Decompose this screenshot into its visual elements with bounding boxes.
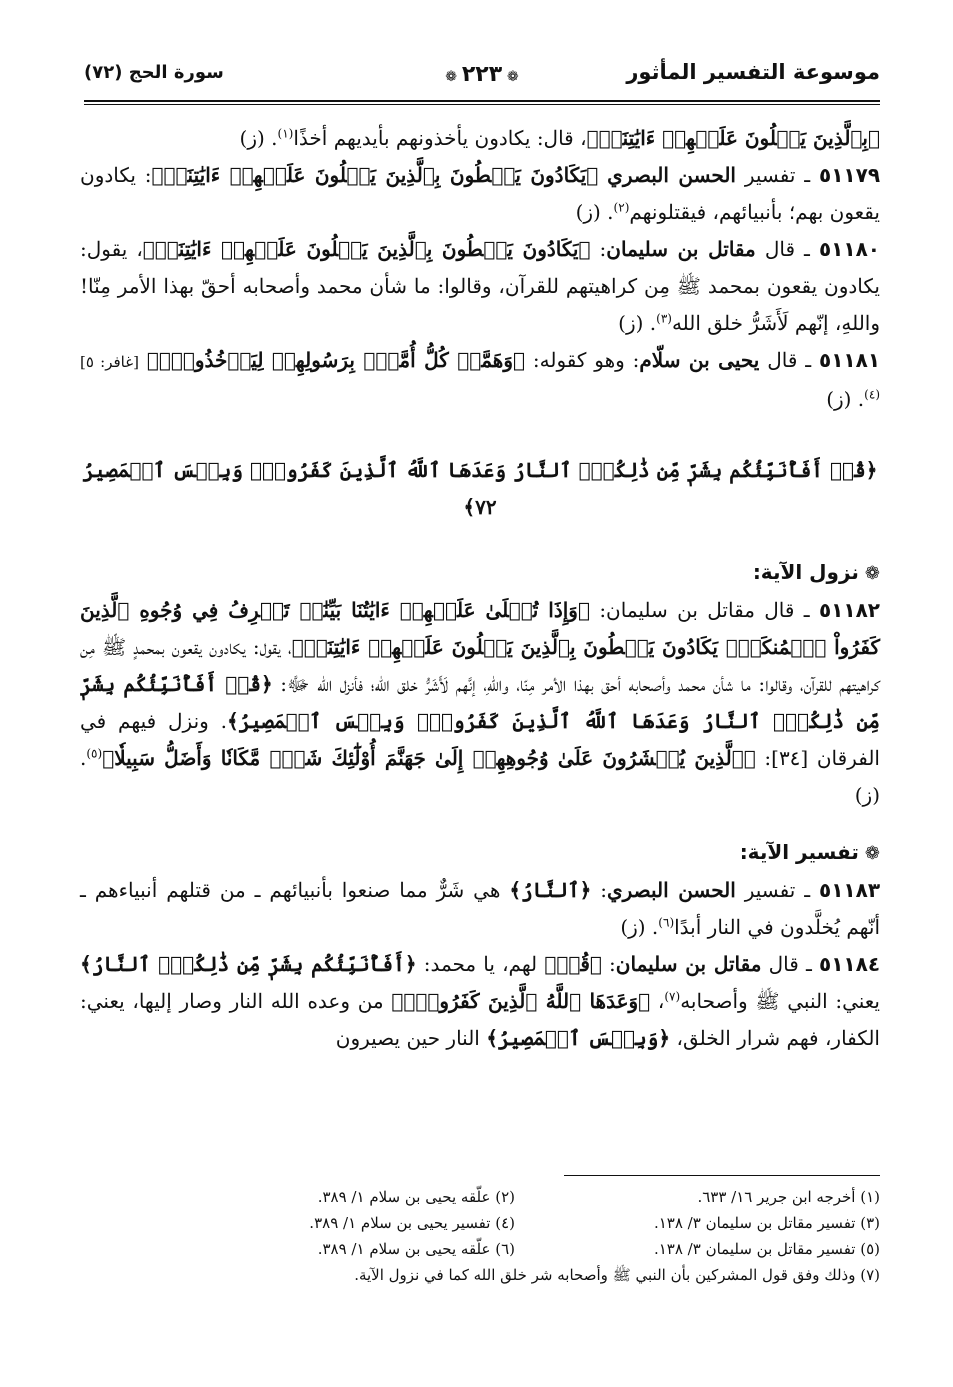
paragraph-text: ، يقول: يكادون يقعون بمحمدٍ ﷺ مِن كراهيتهم للقرآن، وقالوا: ما شأن محمد وأصحابه أحق بهذا الأمر مِنّا، واللهِ، إنَّهم لَأَشَرُّ خلق الله؛ فأنزل الله ﷻ: xyxy=(80,635,880,696)
footnote-row xyxy=(150,1210,880,1236)
quran-quote: ﴿ٱلنَّارُ﴾ xyxy=(509,878,592,902)
narration-51183: ٥١١٨٣ ـ تفسير الحسن البصري: ﴿ٱلنَّارُ﴾ هي شَرٌّ مما صنعوا بأنبيائهم ـ من قتلهم أنبياءهم ـ أنّهم يُخلَّدون في النار أبدًا$^{(٦)}$. (ز) xyxy=(80,878,881,939)
footnote-ref[interactable]: (٥) xyxy=(86,746,103,761)
paragraph-text: . ونزل فيهم في الفرقان [٣٤]: xyxy=(80,709,880,770)
page-header xyxy=(84,58,880,98)
quran-quote: ﴿وَإِذَا تُتۡلَىٰ عَلَيۡهِمۡ ءَايَٰتُنَا بَيِّنَٰتٖ تَعۡرِفُ فِي وُجُوهِ ٱلَّذِينَ كَفَرُواْ ٱلۡمُنكَرَۖ يَكَادُونَ يَسۡطُونَ بِٱلَّذِينَ يَتۡلُونَ عَلَيۡهِمۡ ءَايَٰتِنَاۗ﴾ xyxy=(80,598,880,659)
narration-number: ٥١١٨١ xyxy=(818,348,881,372)
narrator-name: يحيى بن سلّام xyxy=(639,348,760,372)
narration-intro: ـ تفسير xyxy=(744,878,811,902)
footnote-ref[interactable]: (٣) xyxy=(656,311,672,326)
paragraph-text: يعني: النبي ﷺ وأصحابه xyxy=(680,989,880,1013)
footnote-6: (٦) علّقه يحيى بن سلام ١/ ٣٨٩. xyxy=(317,1240,515,1258)
paragraph-text: لهم، يا محمد: xyxy=(423,952,538,976)
quran-quote: ﴿يَكَادُونَ يَسۡطُونَ بِٱلَّذِينَ يَتۡلُونَ عَلَيۡهِمۡ ءَايَٰتِنَاۗ﴾ xyxy=(142,237,591,261)
footnote-4: (٤) تفسير يحيى بن سلام ١/ ٣٨٩. xyxy=(309,1214,515,1232)
section-title-revelation xyxy=(80,554,880,592)
footnote-ref[interactable]: (٤) xyxy=(864,387,880,402)
page-number: ❁ ٢٢٣ ❁ xyxy=(445,62,519,87)
narration-intro: ـ قال xyxy=(768,952,812,976)
narration-51179 xyxy=(80,157,880,231)
quran-quote: ﴿يَكَادُونَ يَسۡطُونَ بِٱلَّذِينَ يَتۡلُونَ عَلَيۡهِمۡ ءَايَٰتِنَاۗ﴾ xyxy=(151,163,599,187)
narration-51181 xyxy=(80,342,880,418)
paragraph-text: ، يقول: يكادون يقعون بمحمد ﷺ مِن كراهيتهم للقرآن، وقالوا: ما شأن محمد وأصحابه أحقّ بهذا الأمر مِنّا! واللهِ، إنّهم لَأَشَرُّ خلق الله xyxy=(80,237,880,335)
narration-number: ٥١١٧٩ xyxy=(819,163,881,187)
quran-quote: ﴿وَهَمَّتۡ كُلُّ أُمَّةِۭ بِرَسُولِهِمۡ لِيَأۡخُذُوهُۖ﴾ xyxy=(146,348,526,372)
surah-reference: [غافر: ٥] xyxy=(80,353,139,371)
narration-number: ٥١١٨٤ xyxy=(818,952,881,976)
narration-mark: . (ز) xyxy=(80,746,880,807)
paragraph-text: : يكادون يقعون بهم؛ بأنبيائهم، فيقتلونهم xyxy=(80,163,880,224)
narrator-name: مقاتل بن سليمان xyxy=(606,237,756,261)
footnote-1: (١) أخرجه ابن جرير ١٦/ ٦٣٣. xyxy=(697,1188,880,1206)
narration-mark: . (ز) xyxy=(618,311,657,335)
narration-51184: ٥١١٨٤ ـ قال مقاتل بن سليمان: ﴿قُلۡ﴾ لهم، يا محمد: ﴿أَفَأُنَبِّئُكُم بِشَرّٖ مِّن ذَٰلِكُمُۗ ٱلنَّارُ﴾ يعني: النبي ﷺ وأصحابه$^{(٧)}$، ﴿وَعَدَهَا ٱللَّهُ ٱلَّذِينَ كَفَرُواْۖ﴾ من وعده الله النار وصار إليها، يعني: الكفار، فهم شرار الخلق، ﴿وَبِئۡسَ ٱلۡمَصِيرُ﴾ النار حين يصيرون xyxy=(80,952,881,1050)
quran-quote: ﴿قُلۡ﴾ xyxy=(544,952,602,976)
section-title-tafsir xyxy=(80,834,880,872)
section-label: نزول الآية: xyxy=(752,560,859,584)
paragraph-text: ، قال: يكادون يأخذونهم بأيديهم أخذًا xyxy=(293,126,587,150)
footnote-3: (٣) تفسير مقاتل بن سليمان ٣/ ١٣٨. xyxy=(653,1214,880,1232)
paragraph-text: هي شَرٌّ مما صنعوا بأنبيائهم ـ من قتلهم أنبياءهم ـ أنّهم يُخلَّدون في النار أبدًا xyxy=(80,878,880,939)
narration-51180: ٥١١٨٠ ـ قال مقاتل بن سليمان: ﴿يَكَادُونَ يَسۡطُونَ بِٱلَّذِينَ يَتۡلُونَ عَلَيۡهِمۡ ءَايَٰتِنَاۗ﴾، يقول: يكادون يقعون بمحمد ﷺ مِن كراهيتهم للقرآن، وقالوا: ما شأن محمد وأصحابه أحقّ بهذا الأمر مِنّا! واللهِ، إنّهم لَأَشَرُّ خلق الله$^{(٣)}$. (ز) xyxy=(80,237,880,335)
footnote-ref[interactable]: (١) xyxy=(277,126,294,141)
footnote-row xyxy=(150,1236,880,1262)
footnote-row xyxy=(150,1184,880,1210)
footnote-ref[interactable]: (٦) xyxy=(658,915,675,930)
quran-quote: ﴿وَعَدَهَا ٱللَّهُ ٱلَّذِينَ كَفَرُواْۖ﴾ xyxy=(391,989,651,1013)
narration-intro: ـ تفسير xyxy=(744,163,811,187)
footnote-5: (٥) تفسير مقاتل بن سليمان ٣/ ١٣٨. xyxy=(653,1240,880,1258)
paragraph-text: : وهو كقوله: xyxy=(532,348,640,372)
quran-quote: ﴿وَبِئۡسَ ٱلۡمَصِيرُ﴾ xyxy=(486,1026,671,1050)
surah-title: سورة الحج (٧٢) xyxy=(84,62,224,83)
header-divider xyxy=(84,100,880,105)
narrator-name: الحسن البصري xyxy=(607,163,736,187)
footnote-ref[interactable]: (٢) xyxy=(613,200,630,215)
narration-intro: ـ قال xyxy=(764,237,810,261)
footnote-divider xyxy=(564,1175,880,1176)
paragraph-text: ، xyxy=(657,989,665,1013)
flower-icon: ❁ xyxy=(864,843,880,864)
section-label: تفسير الآية: xyxy=(739,840,859,864)
main-text xyxy=(80,120,880,1057)
footnote-row xyxy=(150,1262,880,1288)
narration-intro: ـ قال xyxy=(767,348,812,372)
quran-quote: ﴿قُلۡ أَفَأُنَبِّئُكُم بِشَرّٖ مِّن ذَٰلِكُمُۗ ٱلنَّارُ وَعَدَهَا ٱللَّهُ ٱلَّذِينَ كَفَرُواْۖ وَبِئۡسَ ٱلۡمَصِيرُ﴾ xyxy=(80,672,880,733)
narration-51182 xyxy=(80,592,880,814)
footnote-7: (٧) وذلك وفق قول المشركين بأن النبي ﷺ وأصحابه شر خلق الله كما في نزول الآية. xyxy=(354,1266,880,1284)
paragraph-continuation xyxy=(80,120,880,157)
narration-mark: . (ز) xyxy=(575,200,614,224)
ayah-heading: ﴿قُلۡ أَفَأُنَبِّئُكُم بِشَرّٖ مِّن ذَٰلِكُمُۗ ٱلنَّارُ وَعَدَهَا ٱللَّهُ ٱلَّذِينَ كَفَرُواْۖ وَبِئۡسَ ٱلۡمَصِيرُ ٧٢﴾ xyxy=(82,458,878,519)
narration-number: ٥١١٨٣ xyxy=(819,878,881,902)
quran-quote: ﴿أَفَأُنَبِّئُكُم بِشَرّٖ مِّن ذَٰلِكُمُۗ ٱلنَّارُ﴾ xyxy=(80,952,417,976)
narration-number: ٥١١٨٢ xyxy=(818,598,881,622)
narration-mark: . (ز) xyxy=(620,915,659,939)
narration-intro: ـ قال مقاتل بن سليمان: xyxy=(599,598,810,622)
footnote-2: (٢) علّقه يحيى بن سلام ١/ ٣٨٩. xyxy=(317,1188,515,1206)
narration-number: ٥١١٨٠ xyxy=(818,237,880,261)
narration-mark: . (ز) xyxy=(826,387,865,411)
paragraph-text: من وعده الله النار وصار إليها، يعني: الكفار، فهم شرار الخلق، xyxy=(80,989,880,1050)
quran-quote: ﴿بِٱلَّذِينَ يَتۡلُونَ عَلَيۡهِمۡ ءَايَٰتِنَاۗ﴾ xyxy=(586,126,880,150)
narrator-name: الحسن البصري xyxy=(606,878,736,902)
paragraph-text: النار حين يصيرون xyxy=(335,1026,480,1050)
book-title: موسوعة التفسير المأثور xyxy=(626,60,880,84)
footnotes xyxy=(150,1184,880,1288)
narrator-name: مقاتل بن سليمان xyxy=(615,952,762,976)
footnote-ref[interactable]: (٧) xyxy=(664,989,681,1004)
flower-icon: ❁ xyxy=(864,563,880,584)
narration-mark: . (ز) xyxy=(239,126,278,150)
quran-quote: ﴿ٱلَّذِينَ يُحۡشَرُونَ عَلَىٰ وُجُوهِهِمۡ إِلَىٰ جَهَنَّمَ أُوْلَٰٓئِكَ شَرّٞ مَّكَانٗا وَأَضَلُّ سَبِيلٗا﴾ xyxy=(102,746,756,770)
